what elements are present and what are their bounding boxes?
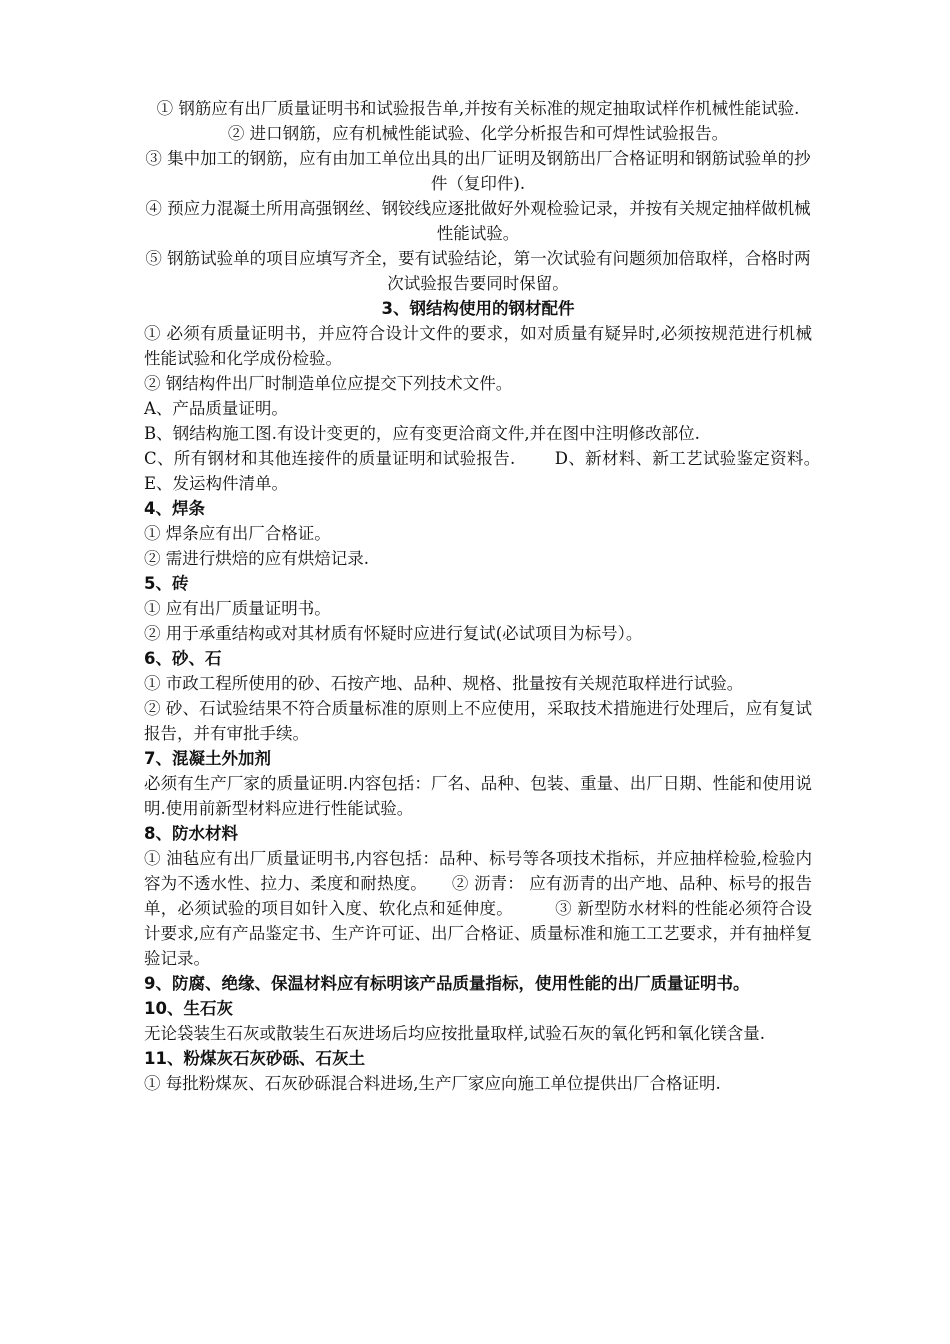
- rebar-item-3: ③ 集中加工的钢筋，应有由加工单位出具的出厂证明及钢筋出厂合格证明和钢筋试验单的抄件（复印件).: [145, 149, 811, 193]
- document-page: [144, 96, 845, 1096]
- steel-structure-item-b: B、钢结构施工图.有设计变更的，应有变更洽商文件,并在图中注明修改部位.: [144, 424, 700, 443]
- rebar-item-2: ② 进口钢筋，应有机械性能试验、化学分析报告和可焊性试验报告。: [227, 124, 729, 143]
- section-heading-sand-stone: 6、砂、石: [144, 649, 222, 668]
- section-heading-anticorrosion: 9、防腐、绝缘、保温材料应有标明该产品质量指标，使用性能的出厂质量证明书。: [144, 974, 750, 993]
- steel-structure-item-a: A、产品质量证明。: [144, 399, 288, 418]
- section-heading-waterproof: 8、防水材料: [144, 824, 238, 843]
- waterproof-body: ① 油毡应有出厂质量证明书,内容包括：品种、标号等各项技术指标，并应抽样检验,检验内容为不透水性、拉力、柔度和耐热度。 ② 沥青： 应有沥青的出产地、品种、标号的报告单，必须试验的项目如针入度、软化点和延伸度。 ③ 新型防水材料的性能必须符合设计要求,应有产品鉴定书、生产许可证、出厂合格证、质量标准和施工工艺要求，并有抽样复验记录。: [144, 849, 812, 968]
- steel-structure-item-1: ① 必须有质量证明书，并应符合设计文件的要求，如对质量有疑异时,必须按规范进行机械性能试验和化学成份检验。: [144, 324, 812, 368]
- section-heading-steel-structure: 3、钢结构使用的钢材配件: [381, 299, 575, 318]
- brick-item-1: ① 应有出厂质量证明书。: [144, 599, 331, 618]
- section-heading-quicklime: 10、生石灰: [144, 999, 233, 1018]
- brick-item-2: ② 用于承重结构或对其材质有怀疑时应进行复试(必试项目为标号）。: [144, 624, 643, 643]
- rebar-item-5: ⑤ 钢筋试验单的项目应填写齐全，要有试验结论，第一次试验有问题须加倍取样，合格时两次试验报告要同时保留。: [145, 249, 811, 293]
- flyash-item-1: ① 每批粉煤灰、石灰砂砾混合料进场,生产厂家应向施工单位提供出厂合格证明.: [144, 1074, 721, 1093]
- welding-rod-item-1: ① 焊条应有出厂合格证。: [144, 524, 331, 543]
- sand-stone-item-2: ② 砂、石试验结果不符合质量标准的原则上不应使用，采取技术措施进行处理后，应有复试报告，并有审批手续。: [144, 699, 812, 743]
- quicklime-body: 无论袋装生石灰或散装生石灰进场后均应按批量取样,试验石灰的氧化钙和氧化镁含量.: [144, 1024, 765, 1043]
- welding-rod-item-2: ② 需进行烘焙的应有烘焙记录.: [144, 549, 369, 568]
- admixture-body: 必须有生产厂家的质量证明.内容包括：厂名、品种、包装、重量、出厂日期、性能和使用说明.使用前新型材料应进行性能试验。: [144, 774, 812, 818]
- steel-structure-item-2: ② 钢结构件出厂时制造单位应提交下列技术文件。: [144, 374, 513, 393]
- section-heading-flyash: 11、粉煤灰石灰砂砾、石灰土: [144, 1049, 365, 1068]
- section-heading-welding-rod: 4、焊条: [144, 499, 205, 518]
- rebar-item-4: ④ 预应力混凝土所用高强钢丝、钢铰线应逐批做好外观检验记录，并按有关规定抽样做机械性能试验。: [145, 199, 811, 243]
- steel-structure-item-cde: C、所有钢材和其他连接件的质量证明和试验报告. D、新材料、新工艺试验鉴定资料。 E、发运构件清单。: [144, 449, 845, 493]
- rebar-item-1: ① 钢筋应有出厂质量证明书和试验报告单,并按有关标准的规定抽取试样作机械性能试验.: [156, 99, 800, 118]
- section-heading-brick: 5、砖: [144, 574, 189, 593]
- sand-stone-item-1: ① 市政工程所使用的砂、石按产地、品种、规格、批量按有关规范取样进行试验。: [144, 674, 744, 693]
- section-heading-admixture: 7、混凝土外加剂: [144, 749, 271, 768]
